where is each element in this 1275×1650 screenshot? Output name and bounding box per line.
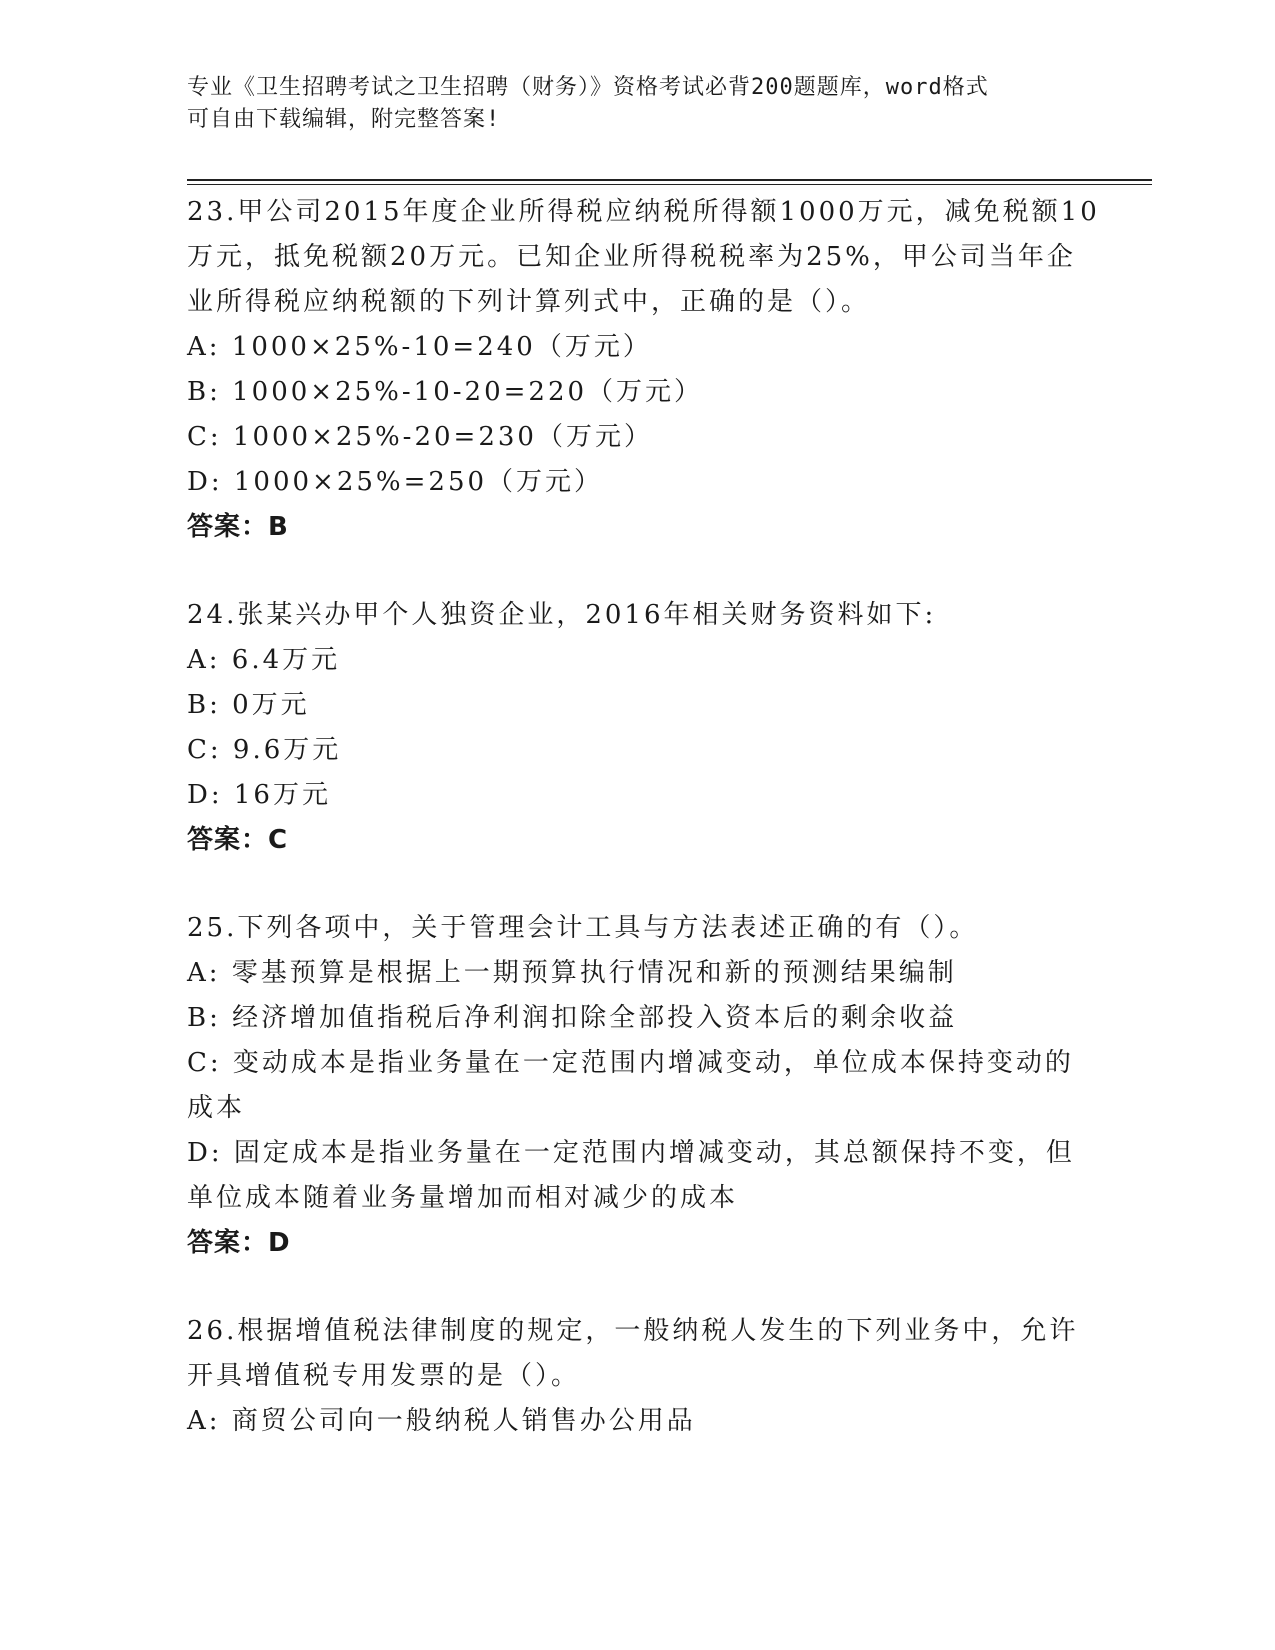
option-c: C: 变动成本是指业务量在一定范围内增减变动，单位成本保持变动的 bbox=[187, 1048, 1074, 1078]
option-b: B: 经济增加值指税后净利润扣除全部投入资本后的剩余收益 bbox=[187, 1003, 958, 1033]
option-d-continued: 单位成本随着业务量增加而相对减少的成本 bbox=[187, 1183, 739, 1213]
option-d: D: 16万元 bbox=[187, 780, 331, 810]
document-header bbox=[187, 72, 1067, 136]
header-divider-thick bbox=[187, 179, 1152, 181]
question-text: 23.甲公司2015年度企业所得税应纳税所得额1000万元，减免税额10 bbox=[187, 197, 1100, 227]
question-24 bbox=[187, 593, 1087, 863]
option-b: B: 1000×25%-10-20=220（万元） bbox=[187, 377, 704, 407]
question-26 bbox=[187, 1309, 1087, 1444]
option-b: B: 0万元 bbox=[187, 690, 310, 720]
question-text: 万元，抵免税额20万元。已知企业所得税税率为25%，甲公司当年企 bbox=[187, 242, 1076, 272]
question-text: 24.张某兴办甲个人独资企业，2016年相关财务资料如下: bbox=[187, 600, 937, 630]
header-title-line-2: 可自由下载编辑，附完整答案! bbox=[187, 107, 501, 132]
question-text: 25.下列各项中，关于管理会计工具与方法表述正确的有（）。 bbox=[187, 913, 979, 943]
question-23 bbox=[187, 190, 1100, 550]
header-title-line-1: 专业《卫生招聘考试之卫生招聘（财务）》资格考试必背200题题库，word格式 bbox=[187, 75, 989, 100]
option-c: C: 9.6万元 bbox=[187, 735, 342, 765]
option-c: C: 1000×25%-20=230（万元） bbox=[187, 422, 653, 452]
answer-label: 答案：B bbox=[187, 512, 289, 542]
option-d: D: 1000×25%=250（万元） bbox=[187, 467, 604, 497]
option-d: D: 固定成本是指业务量在一定范围内增减变动，其总额保持不变，但 bbox=[187, 1138, 1075, 1168]
answer-label: 答案：C bbox=[187, 825, 289, 855]
option-a: A: 1000×25%-10=240（万元） bbox=[187, 332, 652, 362]
question-text: 业所得税应纳税额的下列计算列式中，正确的是（）。 bbox=[187, 287, 871, 317]
option-c-continued: 成本 bbox=[187, 1093, 246, 1123]
question-25 bbox=[187, 906, 1087, 1266]
option-a: A: 商贸公司向一般纳税人销售办公用品 bbox=[187, 1406, 696, 1436]
question-text: 26.根据增值税法律制度的规定，一般纳税人发生的下列业务中，允许 bbox=[187, 1316, 1079, 1346]
header-divider-thin bbox=[187, 184, 1152, 185]
question-list bbox=[187, 190, 1100, 1487]
option-a: A: 6.4万元 bbox=[187, 645, 341, 675]
question-text: 开具增值税专用发票的是（）。 bbox=[187, 1361, 581, 1391]
option-a: A: 零基预算是根据上一期预算执行情况和新的预测结果编制 bbox=[187, 958, 957, 988]
answer-label: 答案：D bbox=[187, 1228, 291, 1258]
